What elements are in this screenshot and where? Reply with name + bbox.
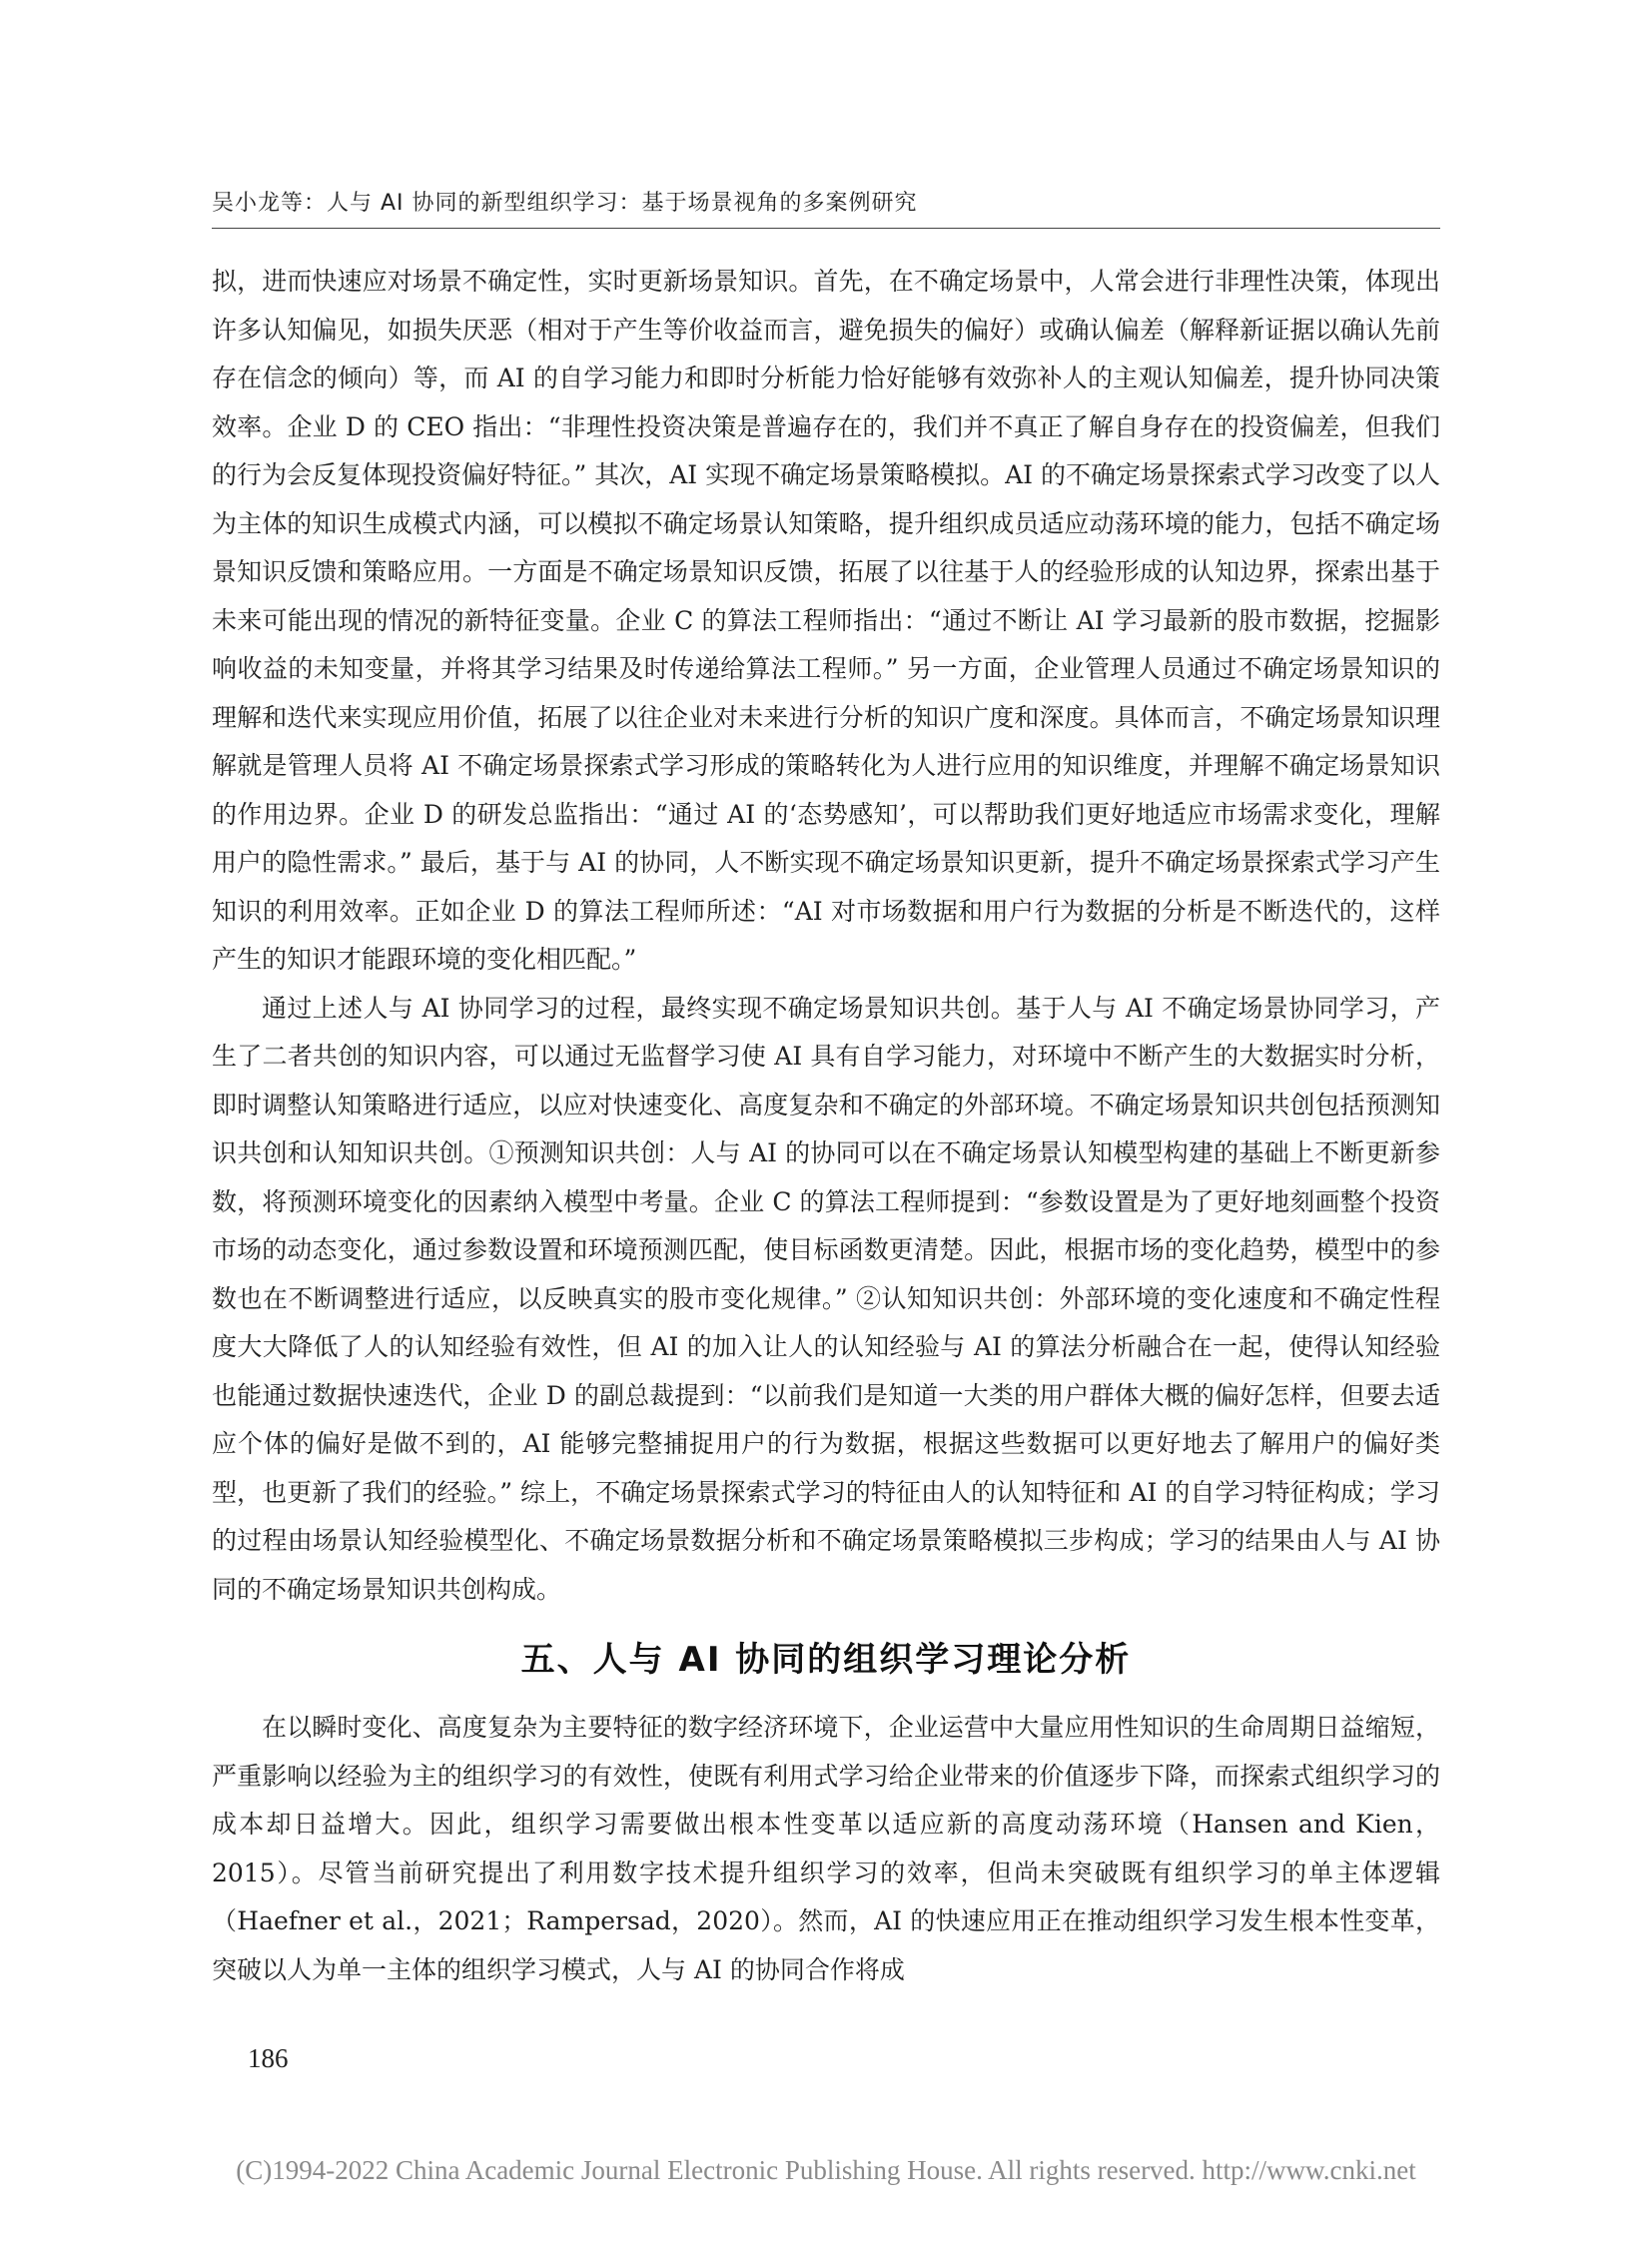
section-heading: 五、人与 AI 协同的组织学习理论分析 [520,1640,1132,1680]
running-head: 吴小龙等：人与 AI 协同的新型组织学习：基于场景视角的多案例研究 [212,191,918,216]
body-paragraph-3: 在以瞬时变化、高度复杂为主要特征的数字经济环境下，企业运营中大量应用性知识的生命周期日益缩短，严重影响以经验为主的组织学习的有效性，使既有利用式学习给企业带来的价值逐步下降，而探索式组织学习的成本却日益增大。因此，组织学习需要做出根本性变革以适应新的高度动荡环境（Hansen and Kien，2015）。尽管当前研究提出了利用数字技术提升组织学习的效率，但尚未突破既有组织学习的单主体逻辑（Haefner et al.，2021；Rampersad，2020）。然而，AI 的快速应用正在推动组织学习发生根本性变革，突破以人为单一主体的组织学习模式，人与 AI 的协同合作将成 [212,1713,1440,1984]
body-paragraph-1: 拟，进而快速应对场景不确定性，实时更新场景知识。首先，在不确定场景中，人常会进行非理性决策，体现出许多认知偏见，如损失厌恶（相对于产生等价收益而言，避免损失的偏好）或确认偏差（解释新证据以确认先前存在信念的倾向）等，而 AI 的自学习能力和即时分析能力恰好能够有效弥补人的主观认知偏差，提升协同决策效率。企业 D 的 CEO 指出：“非理性投资决策是普遍存在的，我们并不真正了解自身存在的投资偏差，但我们的行为会反复体现投资偏好特征。” 其次，AI 实现不确定场景策略模拟。AI 的不确定场景探索式学习改变了以人为主体的知识生成模式内涵，可以模拟不确定场景认知策略，提升组织成员适应动荡环境的能力，包括不确定场景知识反馈和策略应用。一方面是不确定场景知识反馈，拓展了以往基于人的经验形成的认知边界，探索出基于未来可能出现的情况的新特征变量。企业 C 的算法工程师指出：“通过不断让 AI 学习最新的股市数据，挖掘影响收益的未知变量，并将其学习结果及时传递给算法工程师。” 另一方面，企业管理人员通过不确定场景知识的理解和迭代来实现应用价值，拓展了以往企业对未来进行分析的知识广度和深度。具体而言，不确定场景知识理解就是管理人员将 AI 不确定场景探索式学习形成的策略转化为人进行应用的知识维度，并理解不确定场景知识的作用边界。企业 D 的研发总监指出：“通过 AI 的‘态势感知’，可以帮助我们更好地适应市场需求变化，理解用户的隐性需求。” 最后，基于与 AI 的协同，人不断实现不确定场景知识更新，提升不确定场景探索式学习产生知识的利用效率。正如企业 D 的算法工程师所述：“AI 对市场数据和用户行为数据的分析是不断迭代的，这样产生的知识才能跟环境的变化相匹配。” [212,267,1440,974]
header-rule [212,228,1440,229]
article-body [212,258,1440,1994]
copyright-footer: (C)1994-2022 China Academic Journal Electronic Publishing House. All rights reserved. http://www.cnki.net [236,2155,1416,2185]
page-number: 186 [248,2043,289,2073]
body-paragraph-2: 通过上述人与 AI 协同学习的过程，最终实现不确定场景知识共创。基于人与 AI 不确定场景协同学习，产生了二者共创的知识内容，可以通过无监督学习使 AI 具有自学习能力，对环境中不断产生的大数据实时分析，即时调整认知策略进行适应，以应对快速变化、高度复杂和不确定的外部环境。不确定场景知识共创包括预测知识共创和认知知识共创。①预测知识共创：人与 AI 的协同可以在不确定场景认知模型构建的基础上不断更新参数，将预测环境变化的因素纳入模型中考量。企业 C 的算法工程师提到：“参数设置是为了更好地刻画整个投资市场的动态变化，通过参数设置和环境预测匹配，使目标函数更清楚。因此，根据市场的变化趋势，模型中的参数也在不断调整进行适应，以反映真实的股市变化规律。” ②认知知识共创：外部环境的变化速度和不确定性程度大大降低了人的认知经验有效性，但 AI 的加入让人的认知经验与 AI 的算法分析融合在一起，使得认知经验也能通过数据快速迭代，企业 D 的副总裁提到：“以前我们是知道一大类的用户群体大概的偏好怎样，但要去适应个体的偏好是做不到的，AI 能够完整捕捉用户的行为数据，根据这些数据可以更好地去了解用户的偏好类型，也更新了我们的经验。” 综上，不确定场景探索式学习的特征由人的认知特征和 AI 的自学习特征构成；学习的过程由场景认知经验模型化、不确定场景数据分析和不确定场景策略模拟三步构成；学习的结果由人与 AI 协同的不确定场景知识共创构成。 [212,993,1440,1604]
